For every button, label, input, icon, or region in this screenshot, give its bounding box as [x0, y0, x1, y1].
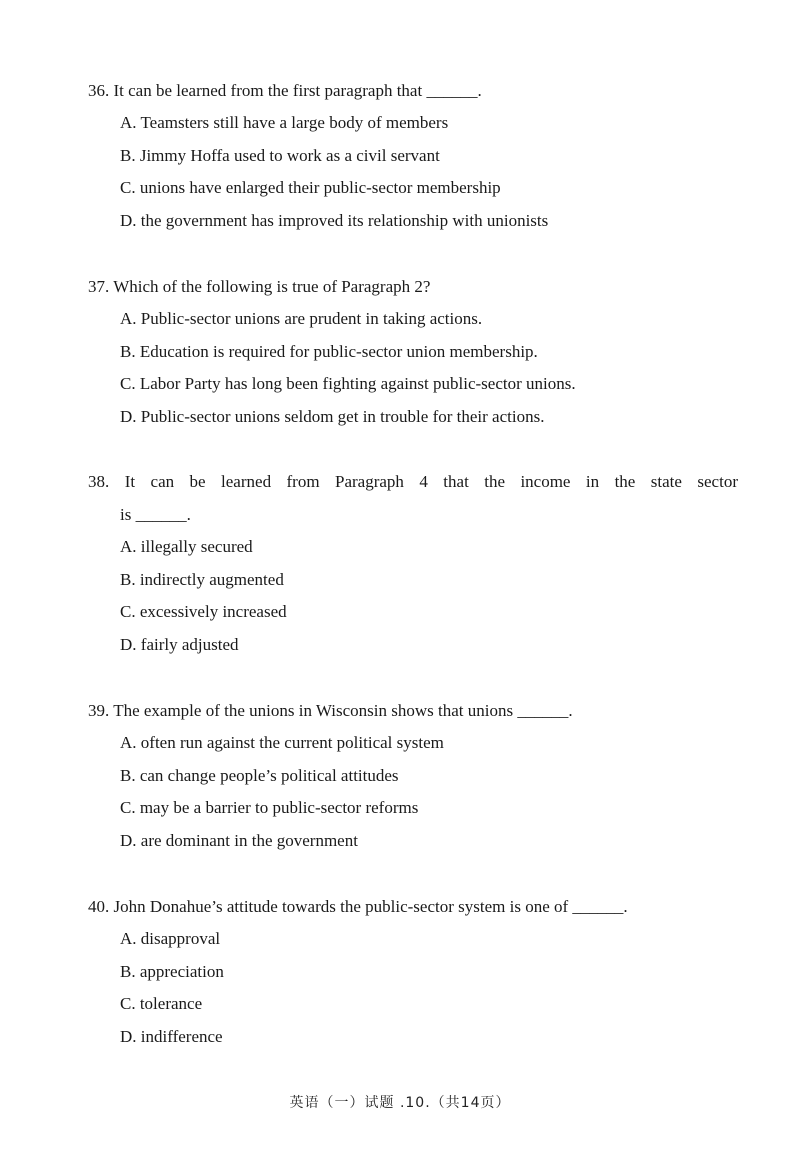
option-d: D. Public-sector unions seldom get in trouble for their actions.: [120, 406, 545, 426]
option-list: [88, 531, 738, 661]
option-d: D. fairly adjusted: [120, 634, 239, 654]
option-b: B. appreciation: [120, 961, 224, 981]
option-b: B. indirectly augmented: [120, 569, 284, 589]
question-stem: 40. John Donahue’s attitude towards the public-sector system is one of ______.: [88, 897, 628, 916]
option-d: D. are dominant in the government: [120, 830, 358, 850]
question-36: [88, 74, 738, 237]
option-c: C. may be a barrier to public-sector reforms: [120, 798, 419, 817]
option-d: D. indifference: [120, 1026, 223, 1046]
option-list: [88, 923, 738, 1053]
option-d: D. the government has improved its relationship with unionists: [120, 210, 549, 230]
option-c: C. excessively increased: [120, 602, 287, 621]
option-a: A. often run against the current political system: [120, 733, 444, 752]
option-list: [88, 107, 738, 237]
question-stem: 38. It can be learned from Paragraph 4 that the income in the state sector: [88, 472, 738, 491]
option-list: [88, 727, 738, 857]
option-list: [88, 303, 738, 433]
option-a: A. disapproval: [120, 929, 221, 948]
option-c: C. Labor Party has long been fighting against public-sector unions.: [120, 374, 576, 393]
option-a: A. illegally secured: [120, 537, 253, 556]
option-c: C. tolerance: [120, 994, 203, 1013]
option-a: A. Public-sector unions are prudent in taking actions.: [120, 309, 483, 328]
question-stem: 36. It can be learned from the first paragraph that ______.: [88, 81, 482, 100]
question-stem: 39. The example of the unions in Wisconsin shows that unions ______.: [88, 701, 573, 720]
question-39: [88, 694, 738, 857]
question-stem: 37. Which of the following is true of Paragraph 2?: [88, 277, 431, 296]
question-40: [88, 890, 738, 1053]
question-stem-continuation: is ______.: [120, 505, 191, 524]
option-a: A. Teamsters still have a large body of members: [120, 113, 449, 132]
question-38: [88, 465, 738, 661]
option-c: C. unions have enlarged their public-sector membership: [120, 178, 501, 197]
option-b: B. can change people’s political attitudes: [120, 765, 399, 785]
page-footer: 英语（一）试题 .10.（共14页）: [289, 1095, 511, 1111]
question-37: [88, 270, 738, 433]
option-b: B. Education is required for public-sector union membership.: [120, 341, 538, 361]
option-b: B. Jimmy Hoffa used to work as a civil servant: [120, 145, 440, 165]
